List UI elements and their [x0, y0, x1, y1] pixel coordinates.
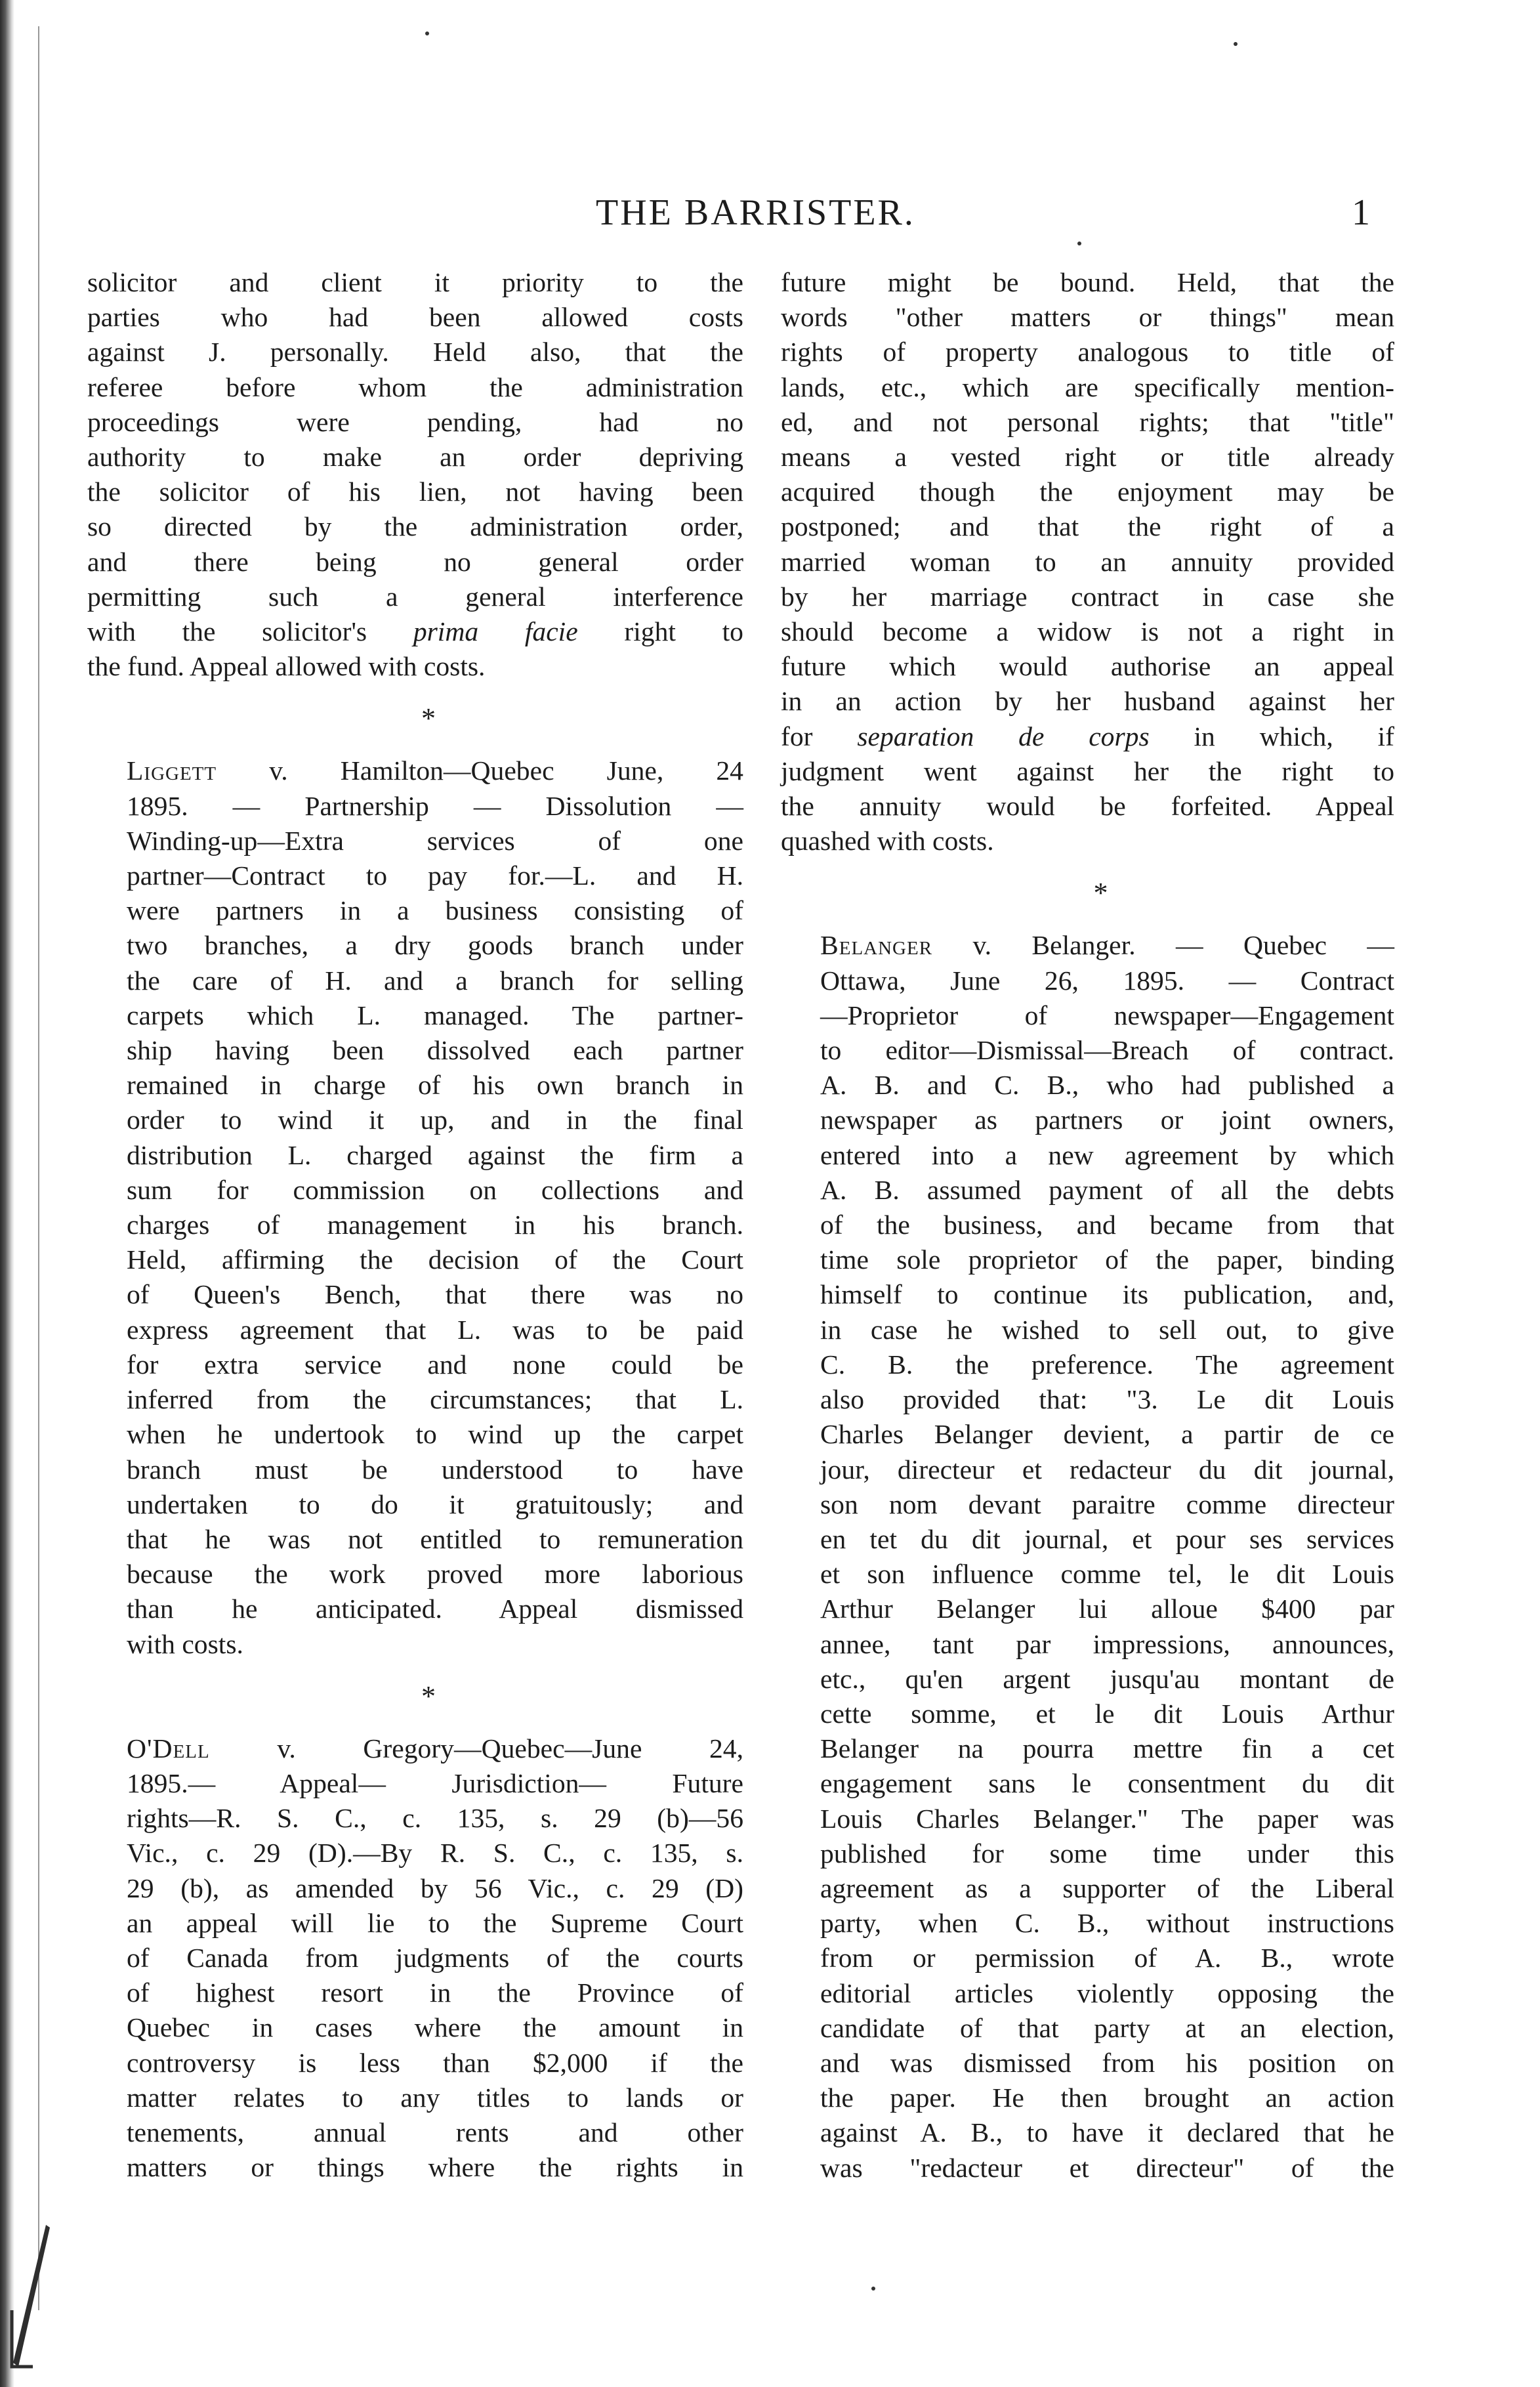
text-line: branch must be understood to have: [127, 1454, 743, 1485]
text-line: Vic., c. 29 (D).—By R. S. C., c. 135, s.: [127, 1838, 743, 1869]
text-line: for extra service and none could be: [127, 1349, 743, 1380]
text-line: [781, 719, 1394, 754]
text-line: entered into a new agreement by which: [820, 1139, 1394, 1170]
text-line: and was dismissed from his position on: [820, 2047, 1394, 2078]
case-name: Liggett: [127, 755, 217, 786]
text-line: of Queen's Bench, that there was no: [127, 1279, 743, 1310]
text-line: undertaken to do it gratuitously; and: [127, 1489, 743, 1519]
text-line: Belanger na pourra mettre fin a cet: [820, 1733, 1394, 1764]
text-line: 1895.— Appeal— Jurisdiction— Future: [127, 1767, 743, 1798]
text-line: future might be bound. Held, that the: [781, 267, 1394, 297]
text-line: A. B. assumed payment of all the debts: [820, 1174, 1394, 1205]
text-line: en tet du dit journal, et pour ses services: [820, 1523, 1394, 1554]
text-run: v. Belanger. — Quebec —: [972, 930, 1394, 961]
text-line: proceedings were pending, had no: [87, 406, 743, 437]
text-line: published for some time under this: [820, 1838, 1394, 1869]
scan-speck: [1234, 42, 1238, 46]
text-run: right to: [624, 616, 743, 647]
text-line: [781, 928, 1394, 963]
text-line: 1895. — Partnership — Dissolution —: [127, 790, 743, 821]
text-line: 29 (b), as amended by 56 Vic., c. 29 (D): [127, 1872, 743, 1903]
text-line: party, when C. B., without instructions: [820, 1908, 1394, 1939]
text-line: the solicitor of his lien, not having been: [87, 476, 743, 507]
text-line: permitting such a general interference: [87, 581, 743, 612]
text-line: ed, and not personal rights; that "title": [781, 406, 1394, 437]
text-line: Louis Charles Belanger." The paper was: [820, 1803, 1394, 1834]
text-run: for: [781, 721, 813, 751]
text-line: referee before whom the administration: [87, 371, 743, 402]
right-column: [781, 265, 1394, 2186]
text-line: acquired though the enjoyment may be: [781, 476, 1394, 507]
text-line: by her marriage contract in case she: [781, 581, 1394, 612]
text-line: Quebec in cases where the amount in: [127, 2012, 743, 2043]
scan-speck: [425, 32, 429, 35]
text-run: v. Hamilton—Quebec June, 24: [269, 755, 743, 786]
text-line: annee, tant par impressions, announces,: [820, 1628, 1394, 1659]
text-line: and there being no general order: [87, 546, 743, 577]
text-line: C. B. the preference. The agreement: [820, 1349, 1394, 1380]
text-line: remained in charge of his own branch in: [127, 1070, 743, 1101]
text-line: of highest resort in the Province of: [127, 1977, 743, 2008]
text-line: editorial articles violently opposing the: [820, 1977, 1394, 2008]
text-line: [87, 753, 743, 788]
text-line: newspaper as partners or joint owners,: [820, 1105, 1394, 1135]
text-line: an appeal will lie to the Supreme Court: [127, 1907, 743, 1938]
text-run: v. Gregory—Quebec—June 24,: [277, 1733, 743, 1764]
paragraph-odell-continued: [781, 265, 1394, 858]
text-line: time sole proprietor of the paper, binding: [820, 1244, 1394, 1275]
text-line: postponed; and that the right of a: [781, 511, 1394, 542]
text-line: inferred from the circumstances; that L.: [127, 1384, 743, 1415]
text-run: in which, if: [1194, 721, 1394, 751]
text-line: —Proprietor of newspaper—Engagement: [820, 1000, 1394, 1030]
case-belanger-v-belanger: [781, 928, 1394, 2185]
text-line: Winding-up—Extra services of one: [127, 825, 743, 856]
text-line: carpets which L. managed. The partner-: [127, 1000, 743, 1030]
text-line: lands, etc., which are specifically mention-: [781, 371, 1394, 402]
text-line: [87, 1731, 743, 1766]
italic-phrase: separation de corps: [857, 721, 1150, 751]
text-line: tenements, annual rents and other: [127, 2117, 743, 2147]
text-run: with the solicitor's: [87, 616, 367, 647]
scan-left-edge: [0, 0, 14, 2387]
text-line: future which would authorise an appeal: [781, 651, 1394, 682]
text-line: etc., qu'en argent jusqu'au montant de: [820, 1663, 1394, 1694]
text-line: against A. B., to have it declared that he: [820, 2117, 1394, 2148]
text-line: the care of H. and a branch for selling: [127, 965, 743, 996]
text-line: judgment went against her the right to: [781, 755, 1394, 786]
text-line: A. B. and C. B., who had published a: [820, 1070, 1394, 1101]
text-line: order to wind it up, and in the final: [127, 1105, 743, 1135]
text-line: when he undertook to wind up the carpet: [127, 1419, 743, 1450]
text-line: et son influence comme tel, le dit Louis: [820, 1559, 1394, 1590]
text-line: Held, affirming the decision of the Court: [127, 1244, 743, 1275]
asterisk-separator: *: [421, 1679, 436, 1712]
text-line: parties who had been allowed costs: [87, 302, 743, 333]
text-line: also provided that: "3. Le dit Louis: [820, 1384, 1394, 1415]
text-line: the paper. He then brought an action: [820, 2082, 1394, 2113]
text-line: Arthur Belanger lui alloue $400 par: [820, 1594, 1394, 1624]
case-liggett-v-hamilton: [87, 753, 743, 1661]
text-line: the annuity would be forfeited. Appeal: [781, 791, 1394, 822]
text-line: controversy is less than $2,000 if the: [127, 2047, 743, 2078]
paragraph-solicitor-lien: [87, 265, 743, 684]
text-line: sum for commission on collections and: [127, 1174, 743, 1205]
text-line: matter relates to any titles to lands or: [127, 2082, 743, 2113]
scan-speck: [871, 2287, 875, 2291]
page-number: 1: [1352, 192, 1370, 233]
text-line: from or permission of A. B., wrote: [820, 1943, 1394, 1974]
text-line: matters or things where the rights in: [127, 2152, 743, 2183]
text-line: married woman to an annuity provided: [781, 546, 1394, 577]
text-line: words "other matters or things" mean: [781, 302, 1394, 333]
text-line: Charles Belanger devient, a partir de ce: [820, 1419, 1394, 1450]
text-line: partner—Contract to pay for.—L. and H.: [127, 860, 743, 891]
text-line: that he was not entitled to remuneration: [127, 1523, 743, 1554]
text-line: to editor—Dismissal—Breach of contract.: [820, 1035, 1394, 1066]
text-line: so directed by the administration order,: [87, 511, 743, 542]
text-line: agreement as a supporter of the Liberal: [820, 1872, 1394, 1903]
scan-edge-rule: [38, 26, 39, 2310]
text-line: [87, 614, 743, 649]
case-name: Belanger: [820, 930, 933, 961]
text-line: son nom devant paraitre comme directeur: [820, 1489, 1394, 1519]
text-line: charges of management in his branch.: [127, 1210, 743, 1240]
text-line: ship having been dissolved each partner: [127, 1035, 743, 1066]
left-column: [87, 265, 743, 2185]
case-name: O'Dell: [127, 1733, 210, 1764]
text-line: two branches, a dry goods branch under: [127, 930, 743, 961]
text-line: cette somme, et le dit Louis Arthur: [820, 1698, 1394, 1729]
text-line: Ottawa, June 26, 1895. — Contract: [820, 965, 1394, 996]
text-line: rights—R. S. C., c. 135, s. 29 (b)—56: [127, 1803, 743, 1834]
case-odell-v-gregory: [87, 1731, 743, 2186]
text-line: engagement sans le consentment du dit: [820, 1768, 1394, 1799]
text-line: quashed with costs.: [781, 826, 994, 856]
text-line: were partners in a business consisting of: [127, 895, 743, 926]
text-line: should become a widow is not a right in: [781, 616, 1394, 647]
text-line: in case he wished to sell out, to give: [820, 1314, 1394, 1345]
asterisk-separator: *: [421, 702, 436, 735]
text-line: means a vested right or title already: [781, 442, 1394, 473]
text-line: in an action by her husband against her: [781, 686, 1394, 717]
scan-corner-mark: [7, 2212, 52, 2369]
text-line: jour, directeur et redacteur du dit journal,: [820, 1454, 1394, 1485]
text-line: candidate of that party at an election,: [820, 2012, 1394, 2043]
text-line: than he anticipated. Appeal dismissed: [127, 1594, 743, 1624]
text-line: the fund. Appeal allowed with costs.: [87, 651, 486, 682]
text-line: against J. personally. Held also, that the: [87, 337, 743, 368]
text-line: with costs.: [127, 1628, 243, 1659]
text-line: authority to make an order depriving: [87, 442, 743, 473]
page-header: [0, 192, 1540, 244]
text-line: of Canada from judgments of the courts: [127, 1942, 743, 1973]
text-line: distribution L. charged against the firm a: [127, 1139, 743, 1170]
running-title: THE BARRISTER.: [596, 192, 915, 233]
text-line: solicitor and client it priority to the: [87, 267, 743, 297]
asterisk-separator: *: [1093, 877, 1108, 910]
text-line: express agreement that L. was to be paid: [127, 1314, 743, 1345]
text-line: rights of property analogous to title of: [781, 337, 1394, 368]
text-line: himself to continue its publication, and,: [820, 1279, 1394, 1310]
text-line: of the business, and became from that: [820, 1210, 1394, 1240]
text-line: because the work proved more laborious: [127, 1559, 743, 1590]
italic-phrase: prima facie: [413, 616, 578, 647]
text-line: was "redacteur et directeur" of the: [820, 2152, 1394, 2183]
